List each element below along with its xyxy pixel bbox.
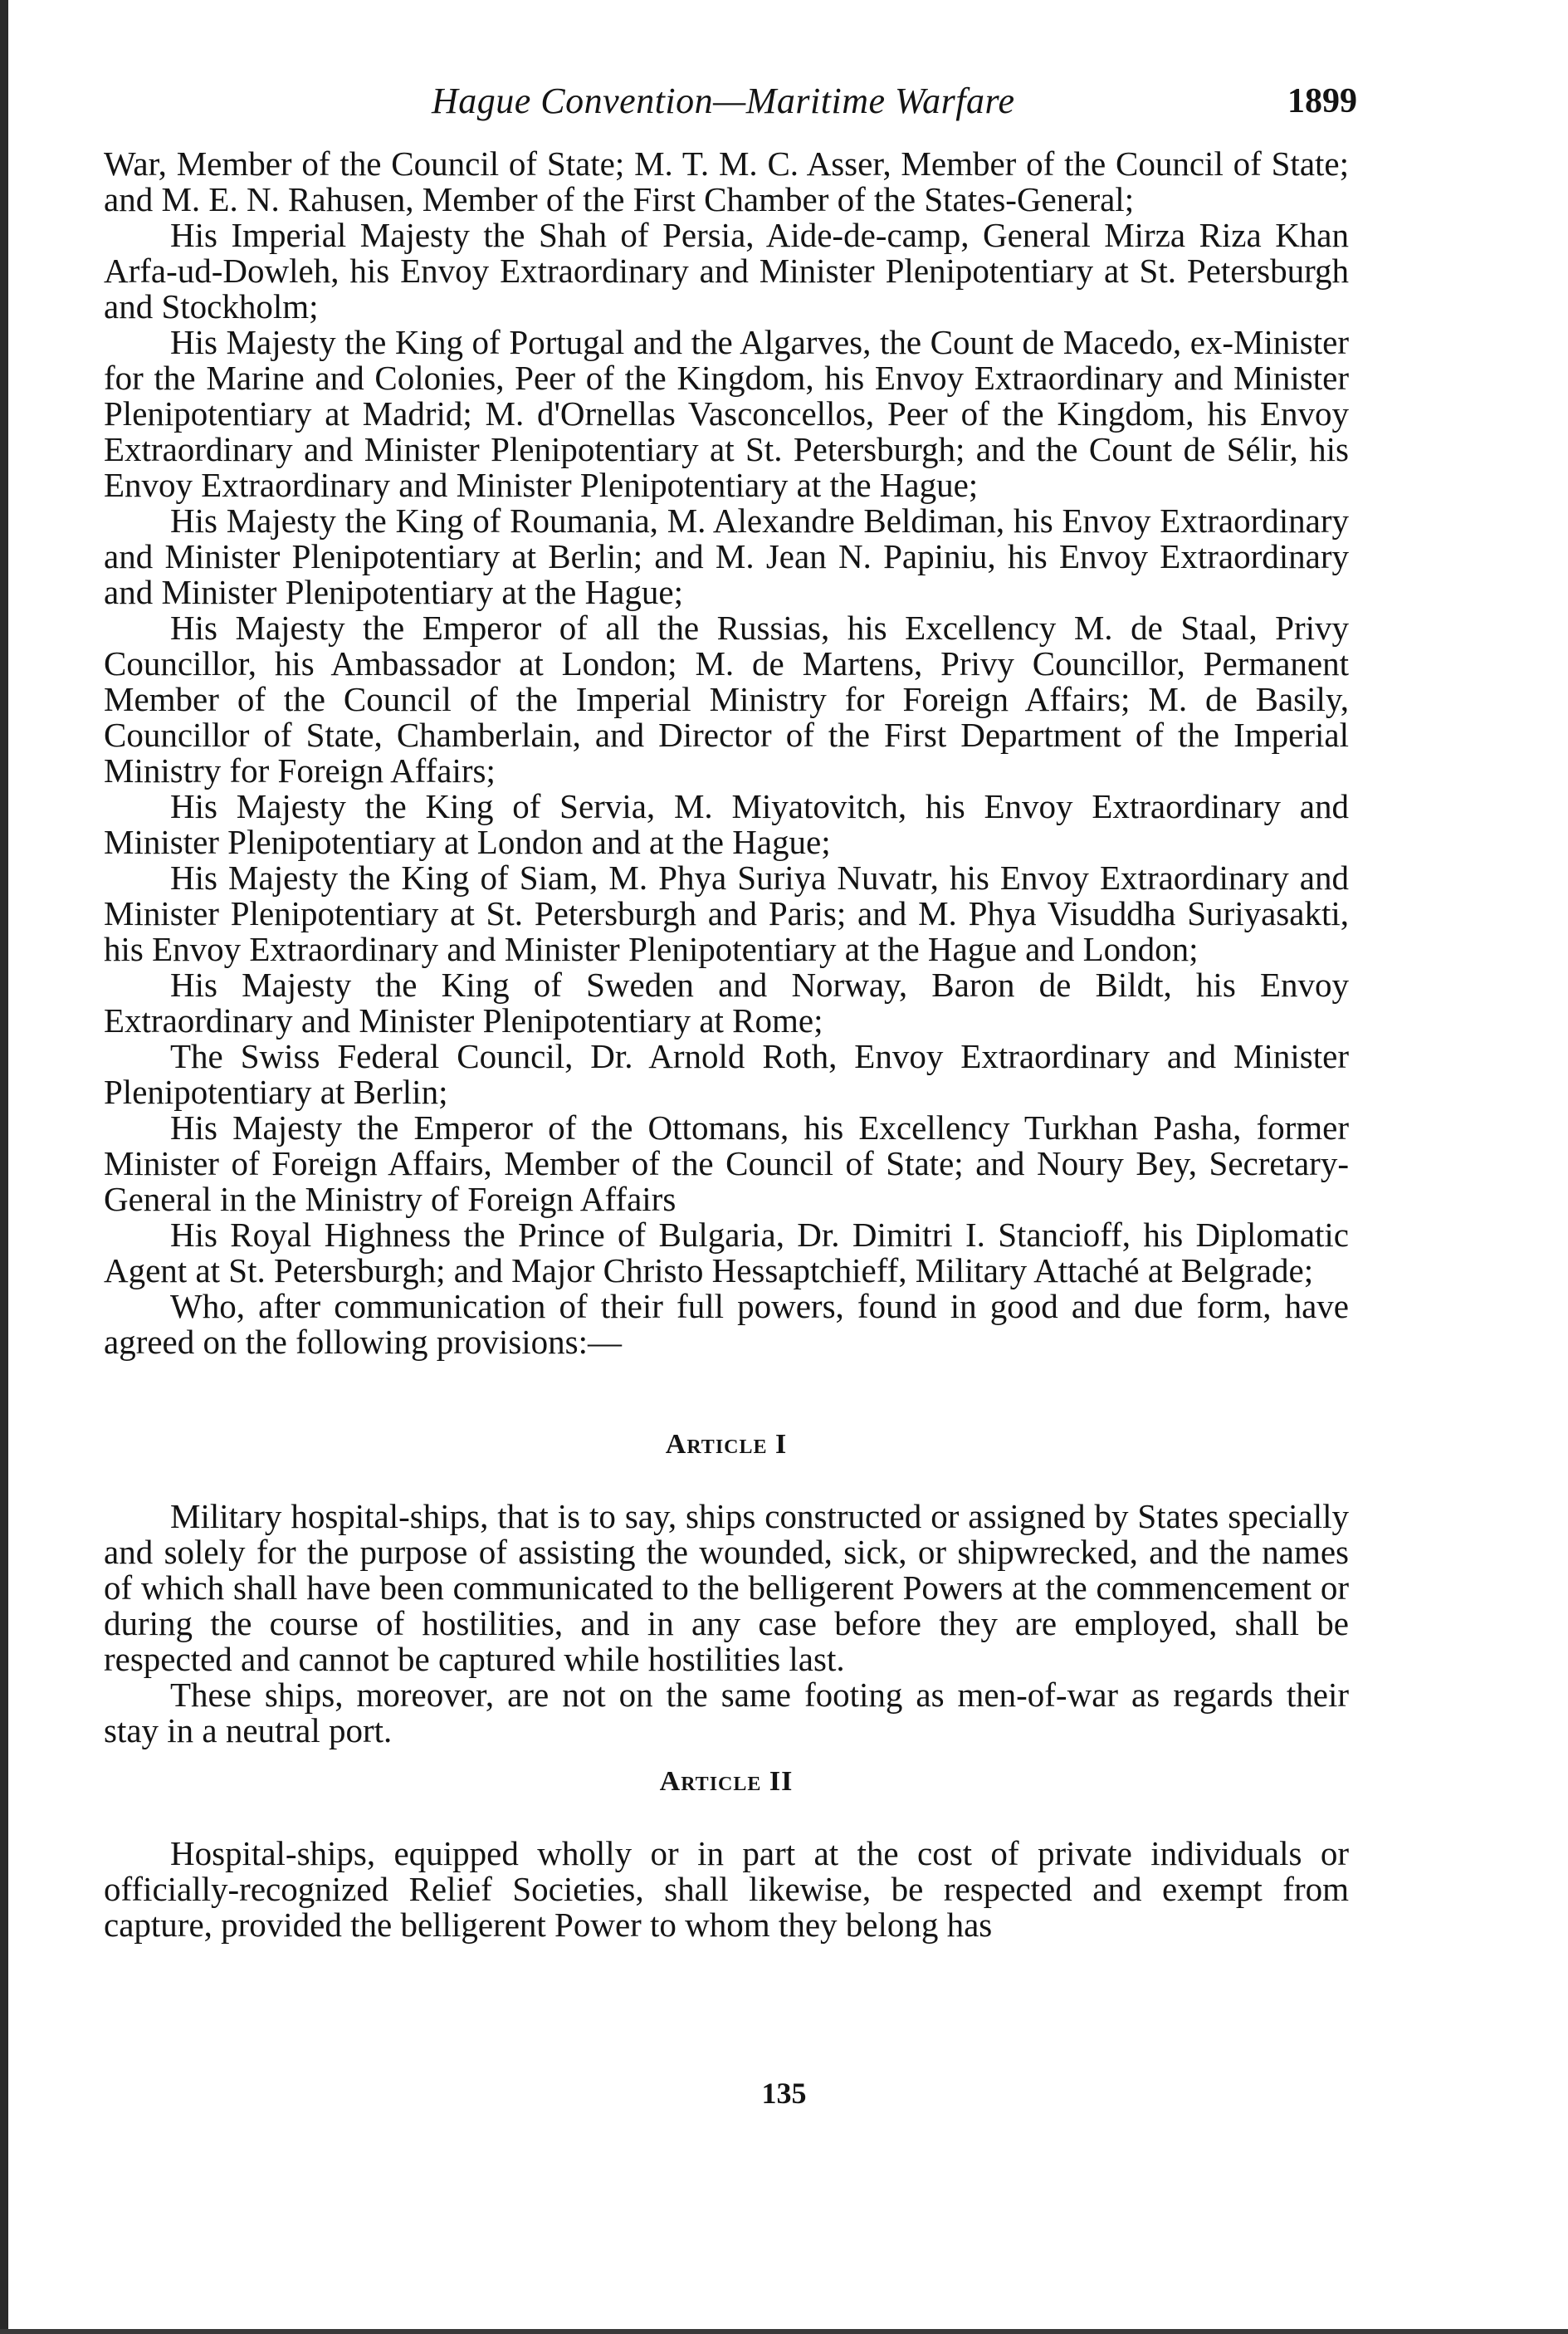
spacer [104,1799,1349,1836]
paragraph-siam: His Majesty the King of Siam, M. Phya Suriya Nuvatr, his Envoy Extraordinary and Minister Plenipotentiary at St. Petersburgh and Paris; and M. Phya Visuddha Suriyasakti, his Envoy Extraordinary and Minister Plenipotentiary at the Hague and London; [104,859,1349,968]
spacer [104,1462,1349,1499]
paragraph-portugal: His Majesty the King of Portugal and the Algarves, the Count de Macedo, ex-Minister for the Marine and Colonies, Peer of the Kingdom, his Envoy Extraordinary and Minister Plenipotentiary at Madrid; M. d'Ornellas Vasconcellos, Peer of the Kingdom, his Envoy Extraordinary and Minister Plenipotentiary at St. Petersburgh; and the Count de Sélir, his Envoy Extraordinary and Minister Plenipotentiary at the Hague; [104,323,1349,504]
article-1-paragraph: These ships, moreover, are not on the same footing as men-of-war as regards their stay in a neutral port. [104,1676,1349,1749]
scan-edge-bottom [0,2329,1568,2334]
paragraph-sweden-norway: His Majesty the King of Sweden and Norway, Baron de Bildt, his Envoy Extraordinary and Minister Plenipotentiary at Rome; [104,966,1349,1040]
running-header [100,80,1357,138]
paragraph-roumania: His Majesty the King of Roumania, M. Alexandre Beldiman, his Envoy Extraordinary and Minister Plenipotentiary at Berlin; and M. Jean N. Papiniu, his Envoy Extraordinary and Minister Plenipotentiary at the Hague; [104,502,1349,611]
paragraph-continuation: War, Member of the Council of State; M. T. M. C. Asser, Member of the Council of State; and M. E. N. Rahusen, Member of the First Chamber of the States-General; [104,144,1349,218]
paragraph-russia: His Majesty the Emperor of all the Russias, his Excellency M. de Staal, Privy Councillor, his Ambassador at London; M. de Martens, Privy Councillor, Permanent Member of the Council of the Imperial Ministry for Foreign Affairs; M. de Basily, Councillor of State, Chamberlain, and Director of the First Department of the Imperial Ministry for Foreign Affairs; [104,609,1349,790]
paragraph-persia: His Imperial Majesty the Shah of Persia, Aide-de-camp, General Mirza Riza Khan Arfa-ud-Dowleh, his Envoy Extraordinary and Minister Plenipotentiary at St. Petersburgh and Stockholm; [104,216,1349,325]
article-2-heading: Article II [659,1766,794,1797]
paragraph-provisions: Who, after communication of their full powers, found in good and due form, have agreed on the following provisions:— [104,1287,1349,1361]
spacer [104,1360,1349,1426]
paragraph-bulgaria: His Royal Highness the Prince of Bulgaria, Dr. Dimitri I. Stancioff, his Diplomatic Agent at St. Petersburgh; and Major Christo Hessaptchieff, Military Attaché at Belgrade; [104,1216,1349,1289]
header-year: 1899 [1287,82,1357,120]
paragraph-switzerland: The Swiss Federal Council, Dr. Arnold Roth, Envoy Extraordinary and Minister Plenipotentiary at Berlin; [104,1037,1349,1111]
body-text [104,146,1349,1943]
article-1-heading: Article I [665,1429,788,1460]
paragraph-ottomans: His Majesty the Emperor of the Ottomans, his Excellency Turkhan Pasha, former Minister of Foreign Affairs, Member of the Council of State; and Noury Bey, Secretary-General in the Ministry of Foreign Affairs [104,1108,1349,1218]
running-title: Hague Convention—Maritime Warfare [432,81,1015,121]
scan-edge [0,0,8,2334]
page-number: 135 [761,2077,807,2110]
article-1-paragraph: Military hospital-ships, that is to say, ships constructed or assigned by States specially and solely for the purpose of assisting the wounded, sick, or shipwrecked, and the names of which shall have been communicated to the belligerent Powers at the commencement or during the course of hostilities, and in any case before they are employed, shall be respected and cannot be captured while hostilities last. [104,1497,1349,1678]
paragraph-servia: His Majesty the King of Servia, M. Miyatovitch, his Envoy Extraordinary and Minister Plenipotentiary at London and at the Hague; [104,787,1349,861]
spacer [104,1749,1349,1764]
article-2-paragraph: Hospital-ships, equipped wholly or in part at the cost of private individuals or officially-recognized Relief Societies, shall likewise, be respected and exempt from capture, provided the belligerent Power to whom they belong has [104,1834,1349,1944]
